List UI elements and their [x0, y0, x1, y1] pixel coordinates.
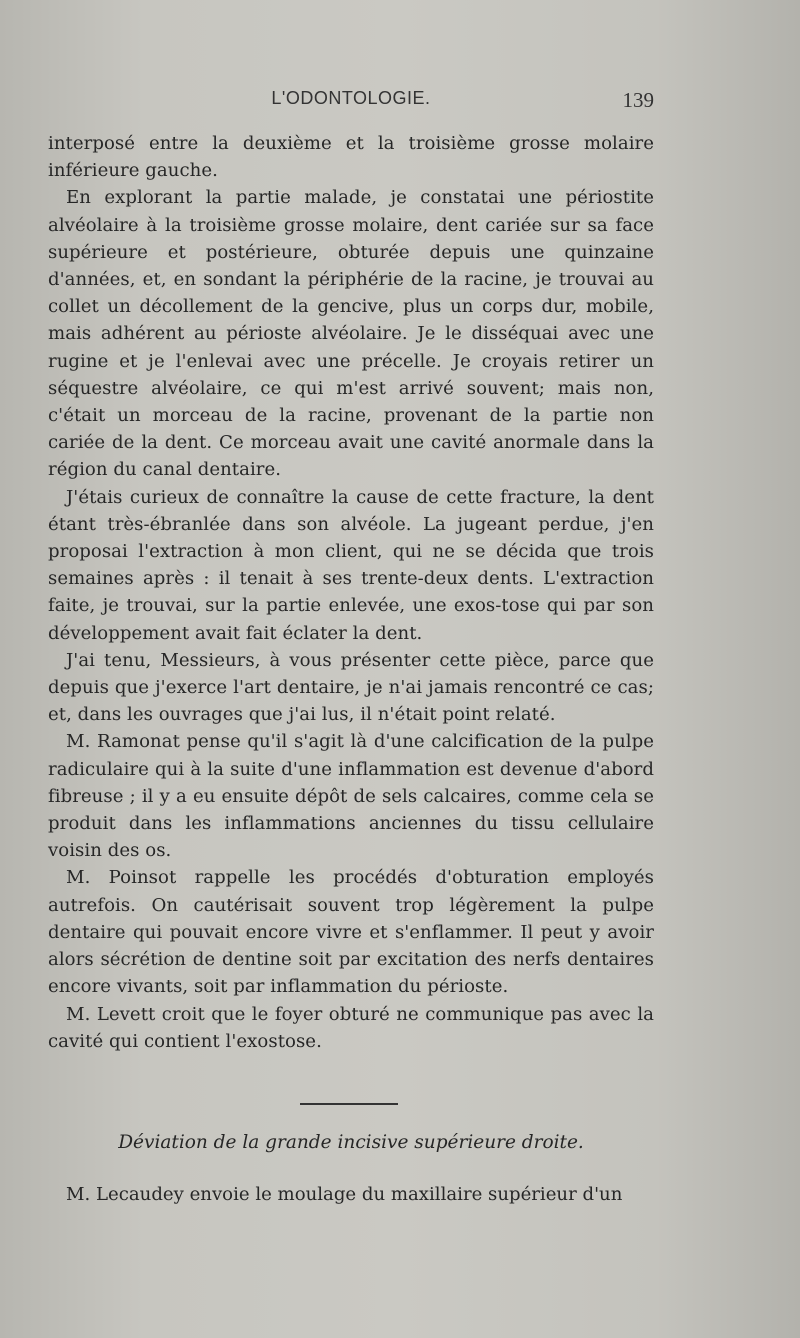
section-heading: Déviation de la grande incisive supérieure droite. — [118, 1132, 584, 1153]
body-text — [48, 130, 654, 1055]
section-first-line: M. Lecaudey envoie le moulage du maxillaire supérieur d'un — [66, 1184, 623, 1206]
paragraph-ramonat-comment: M. Ramonat pense qu'il s'agit là d'une calcification de la pulpe radiculaire qui à la suite d'une inflammation est devenue d'abord fibreuse ; il y a eu ensuite dépôt de sels calcaires, comme cela se produit dans les inflammations anciennes du tissu cellulaire voisin des os. — [48, 731, 654, 862]
running-title: L'ODONTOLOGIE. — [271, 88, 431, 108]
section-divider — [300, 1103, 398, 1105]
running-head — [48, 88, 654, 118]
paragraph-poinsot-comment: M. Poinsot rappelle les procédés d'obturation employés autrefois. On cautérisait souvent trop légèrement la pulpe dentaire qui pouvait encore vivre et s'enflammer. Il peut y avoir alors sécrétion de dentine soit par excitation des nerfs dentaires encore vivants, soit par inflammation du périoste. — [48, 867, 654, 998]
paragraph-levett-comment: M. Levett croit que le foyer obturé ne communique pas avec la cavité qui contient l'exostose. — [48, 1003, 654, 1052]
paragraph-presentation: J'ai tenu, Messieurs, à vous présenter cette pièce, parce que depuis que j'exerce l'art dentaire, je n'ai jamais rencontré ce cas; et, dans les ouvrages que j'ai lus, il n'était point relaté. — [48, 649, 654, 726]
paragraph-continuation: interposé entre la deuxième et la troisième grosse molaire inférieure gauche. — [48, 133, 654, 182]
page-number: 139 — [622, 88, 654, 112]
paragraph-extraction: J'étais curieux de connaître la cause de cette fracture, la dent étant très-ébranlée dans son alvéole. La jugeant perdue, j'en proposai l'extraction à mon client, qui ne se décida que trois semaines après : il tenait à ses trente-deux dents. L'extraction faite, je trouvai, sur la partie enlevée, une exos-tose qui par son développement avait fait éclater la dent. — [48, 486, 654, 644]
paragraph-exploration: En explorant la partie malade, je constatai une périostite alvéolaire à la troisième grosse molaire, dent cariée sur sa face supérieure et postérieure, obturée depuis une quinzaine d'années, et, en sondant la périphérie de la racine, je trouvai au collet un décollement de la gencive, plus un corps dur, mobile, mais adhérent au périoste alvéolaire. Je le disséquai avec une rugine et je l'enlevai avec une précelle. Je croyais retirer un séquestre alvéolaire, ce qui m'est arrivé souvent; mais non, c'était un morceau de la racine, provenant de la partie non cariée de la dent. Ce morceau avait une cavité anormale dans la région du canal dentaire. — [48, 187, 654, 481]
